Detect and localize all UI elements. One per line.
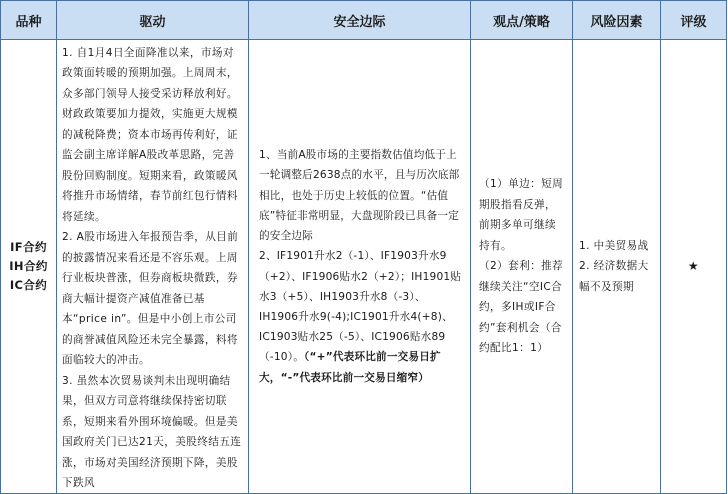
driver-point-2: 2. A股市场进入年报预告季，从目前的披露情况来看还是不容乐观。上周行业板块普涨，但券商板块微跌，券商大幅计提资产减值准备已基本“price in”。但是中小创上市公司的商誉减值风险还未完全暴露，料将面临较大的冲击。 [62,231,239,366]
product-ih: IH合约 [9,259,48,273]
header-view: 观点/策略 [471,1,573,40]
driver-cell [57,40,249,494]
risk-econ-data: 2. 经济数据大幅不及预期 [579,260,649,293]
header-row [1,1,727,40]
view-cell [471,40,573,494]
table-row [1,40,727,494]
margin-text: 1、当前A股市场的主要指数估值均低于上一轮调整后2638点的水平，且与历次底部相比，也处于历史上较低的位置。“估值底”特征非常明显，大盘现阶段已具备一定的安全边际 2、IF1901升水2（-1）、IF1903升水9（+2）、IF1906贴水2（+2）；IH1901贴水3（+5）、IH1903升水8（-3）、IH1906升水9(-4);IC1901升水4(+8)、IC1903贴水25（-5）、IC1906贴水89（-10）。 [259,149,462,364]
header-margin: 安全边际 [249,1,471,40]
driver-point-1: 1. 自1月4日全面降准以来，市场对政策面转暖的预期加强。上周周末，众多部门领导人接受采访释放利好。财政政策要加力提效，实施更大规模的减税降费；资本市场再传利好，证监会副主席详解A股改革思路，完善股份回购制度。短期来看，政策暖风将推升市场情绪，春节前红包行情料将延续。 [62,46,238,223]
product-if: IF合约 [10,240,47,254]
view-arbitrage: （2）套利：推荐继续关注“空IC合约，多IH或IF合约”套利机会（合约配比1：1） [479,260,564,355]
header-risk: 风险因素 [573,1,661,40]
product-cell [1,40,57,494]
header-driver: 驱动 [57,1,249,40]
header-product: 品种 [1,1,57,40]
header-rating: 评级 [661,1,727,40]
driver-text [62,43,244,493]
margin-note: （“+”代表环比前一交易日扩大，“-”代表环比前一交易日缩窄） [259,351,441,384]
driver-point-3: 3. 虽然本次贸易谈判未出现明确结果，但双方司意将继续保持密切联系，短期来看外围环境偏暖。但是美国政府关门已达21天，美股终结五连涨，市场对美国经济预期下降，美股下跌风 [62,374,242,489]
view-single: （1）单边：短周期股指看反弹，前期多单可继续持有。 [479,178,564,252]
product-ic: IC合约 [9,278,48,292]
risk-cell [573,40,661,494]
margin-cell [249,40,471,494]
risk-trade-war: 1. 中美贸易战 [579,239,649,252]
star-icon: ★ [687,259,700,274]
rating-cell [661,40,727,494]
